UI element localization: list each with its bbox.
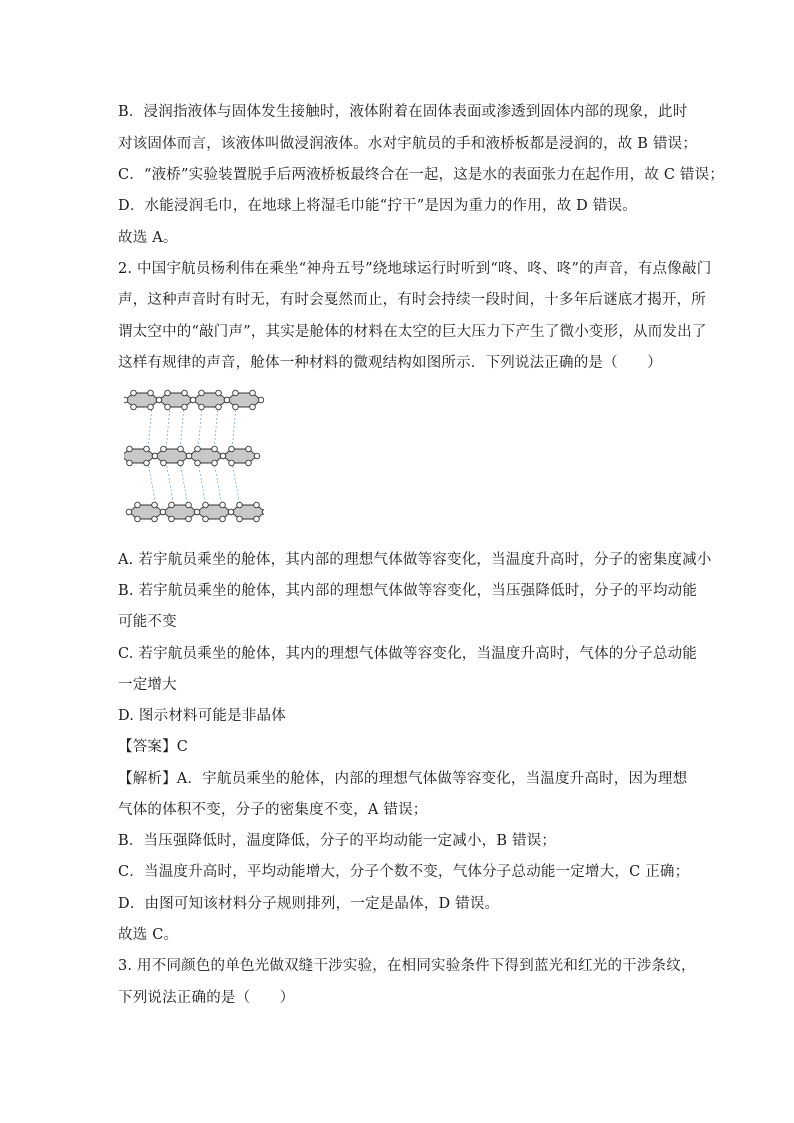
hexagon-ring xyxy=(125,393,159,407)
atom xyxy=(203,502,209,508)
atom xyxy=(216,404,222,410)
hexagon-ring xyxy=(223,449,257,463)
atom xyxy=(165,404,171,410)
atom xyxy=(203,516,209,522)
text-line: 下列说法正确的是（ ） xyxy=(118,990,295,1006)
atom xyxy=(186,502,192,508)
text-line: B．浸润指液体与固体发生接触时，液体附着在固体表面或渗透到固体内部的现象，此时 xyxy=(118,104,688,120)
option-d: D. 图示材料可能是非晶体 xyxy=(118,708,286,724)
hexagon-ring xyxy=(231,505,264,519)
interlayer-bond xyxy=(148,462,156,506)
hexagon-ring xyxy=(189,449,223,463)
atom xyxy=(246,446,252,452)
option-b: B. 若宇航员乘坐的舱体，其内部的理想气体做等容变化，当压强降低时，分子的平均动能 xyxy=(118,583,698,599)
atom xyxy=(237,502,243,508)
hexagon-ring xyxy=(155,449,189,463)
analysis-line: 【解析】A．宇航员乘坐的舱体，内部的理想气体做等容变化，当温度升高时，因为理想 xyxy=(118,771,688,787)
text-line: 可能不变 xyxy=(118,614,177,630)
atom xyxy=(124,397,128,403)
text-line: 故选 C。 xyxy=(118,927,179,943)
crystal-lattice-figure xyxy=(124,378,264,534)
text-line: 对该固体而言，该液体叫做浸润液体。水对宇航员的手和液桥板都是浸润的，故 B 错误； xyxy=(118,136,698,152)
atom xyxy=(144,446,150,452)
atom xyxy=(126,509,132,515)
atom xyxy=(233,390,239,396)
atom xyxy=(199,390,205,396)
atom xyxy=(169,516,175,522)
atom xyxy=(182,390,188,396)
atom xyxy=(220,502,226,508)
atom xyxy=(169,502,175,508)
atom xyxy=(182,404,188,410)
interlayer-bond xyxy=(198,406,202,450)
atom xyxy=(127,446,133,452)
interlayer-bond xyxy=(214,462,222,506)
atom xyxy=(178,460,184,466)
atom xyxy=(131,390,137,396)
text-line: C．“液桥”实验装置脱手后两液桥板最终合在一起，这是水的表面张力在起作用，故 C 错误； xyxy=(118,167,725,183)
text-line: 气体的体积不变，分子的密集度不变，A 错误； xyxy=(118,802,428,818)
atom xyxy=(160,509,166,515)
atom xyxy=(131,404,137,410)
atom xyxy=(254,453,260,459)
atom xyxy=(212,446,218,452)
interlayer-bond xyxy=(232,462,240,506)
hexagon-ring xyxy=(163,505,197,519)
interlayer-bond xyxy=(232,406,236,450)
atom xyxy=(186,453,192,459)
interlayer-bond xyxy=(214,406,218,450)
atom xyxy=(212,460,218,466)
atom xyxy=(262,509,264,515)
text-line: 故选 A。 xyxy=(118,230,178,246)
atom xyxy=(246,460,252,466)
atom xyxy=(216,390,222,396)
atom xyxy=(220,516,226,522)
atom xyxy=(152,516,158,522)
atom xyxy=(228,509,234,515)
hexagon-ring xyxy=(197,505,231,519)
text-line: C．当温度升高时，平均动能增大，分子个数不变，气体分子总动能一定增大，C 正确； xyxy=(118,864,690,880)
atom xyxy=(224,397,230,403)
text-line: B．当压强降低时，温度降低，分子的平均动能一定减小，B 错误； xyxy=(118,833,557,849)
lattice-drawing xyxy=(124,390,264,522)
hexagon-ring xyxy=(193,393,227,407)
atom xyxy=(148,404,154,410)
atom xyxy=(229,446,235,452)
option-a: A. 若宇航员乘坐的舱体，其内部的理想气体做等容变化，当温度升高时，分子的密集度减小 xyxy=(118,552,712,568)
atom xyxy=(152,502,158,508)
interlayer-bond xyxy=(198,462,206,506)
atom xyxy=(127,460,133,466)
atom xyxy=(144,460,150,466)
atom xyxy=(254,516,260,522)
atom xyxy=(190,397,196,403)
text-line: 一定增大 xyxy=(118,677,177,693)
atom xyxy=(220,453,226,459)
atom xyxy=(233,404,239,410)
interlayer-bond xyxy=(148,406,152,450)
atom xyxy=(195,446,201,452)
text-line: D．由图可知该材料分子规则排列，一定是晶体，D 错误。 xyxy=(118,896,500,912)
interlayer-bond xyxy=(180,462,188,506)
text-line: 声，这种声音时有时无，有时会戛然而止，有时会持续一段时间，十多年后谜底才揭开，所 xyxy=(118,292,706,308)
atom xyxy=(156,397,162,403)
atom xyxy=(250,404,256,410)
hexagon-ring xyxy=(129,505,163,519)
atom xyxy=(237,516,243,522)
interlayer-bond xyxy=(166,406,170,450)
interlayer-bond xyxy=(166,462,174,506)
hexagon-ring xyxy=(159,393,193,407)
atom xyxy=(148,390,154,396)
answer-line: 【答案】C xyxy=(118,739,189,755)
atom xyxy=(194,509,200,515)
question-2-stem: 2. 中国宇航员杨利伟在乘坐“神舟五号”绕地球运行时听到“咚、咚、咚”的声音，有点像敲门 xyxy=(118,261,712,277)
atom xyxy=(195,460,201,466)
atom xyxy=(161,460,167,466)
atom xyxy=(199,404,205,410)
text-line: D．水能浸润毛巾，在地球上将湿毛巾能“拧干”是因为重力的作用，故 D 错误。 xyxy=(118,198,637,214)
atom xyxy=(258,397,264,403)
atom xyxy=(254,502,260,508)
atom xyxy=(178,446,184,452)
atom xyxy=(135,502,141,508)
text-line: 谓太空中的“敲门声”，其实是舱体的材料在太空的巨大压力下产生了微小变形，从而发出了 xyxy=(118,324,707,340)
atom xyxy=(250,390,256,396)
hexagon-ring xyxy=(227,393,261,407)
atom xyxy=(186,516,192,522)
atom xyxy=(165,390,171,396)
option-c: C. 若宇航员乘坐的舱体，其内的理想气体做等容变化，当温度升高时，气体的分子总动能 xyxy=(118,646,697,662)
text-line: 这样有规律的声音，舱体一种材料的微观结构如图所示．下列说法正确的是（ ） xyxy=(118,355,662,371)
atom xyxy=(135,516,141,522)
question-3-stem: 3. 用不同颜色的单色光做双缝干涉实验，在相同实验条件下得到蓝光和红光的干涉条纹， xyxy=(118,958,696,974)
atom xyxy=(161,446,167,452)
atom xyxy=(229,460,235,466)
atom xyxy=(152,453,158,459)
interlayer-bond xyxy=(180,406,184,450)
